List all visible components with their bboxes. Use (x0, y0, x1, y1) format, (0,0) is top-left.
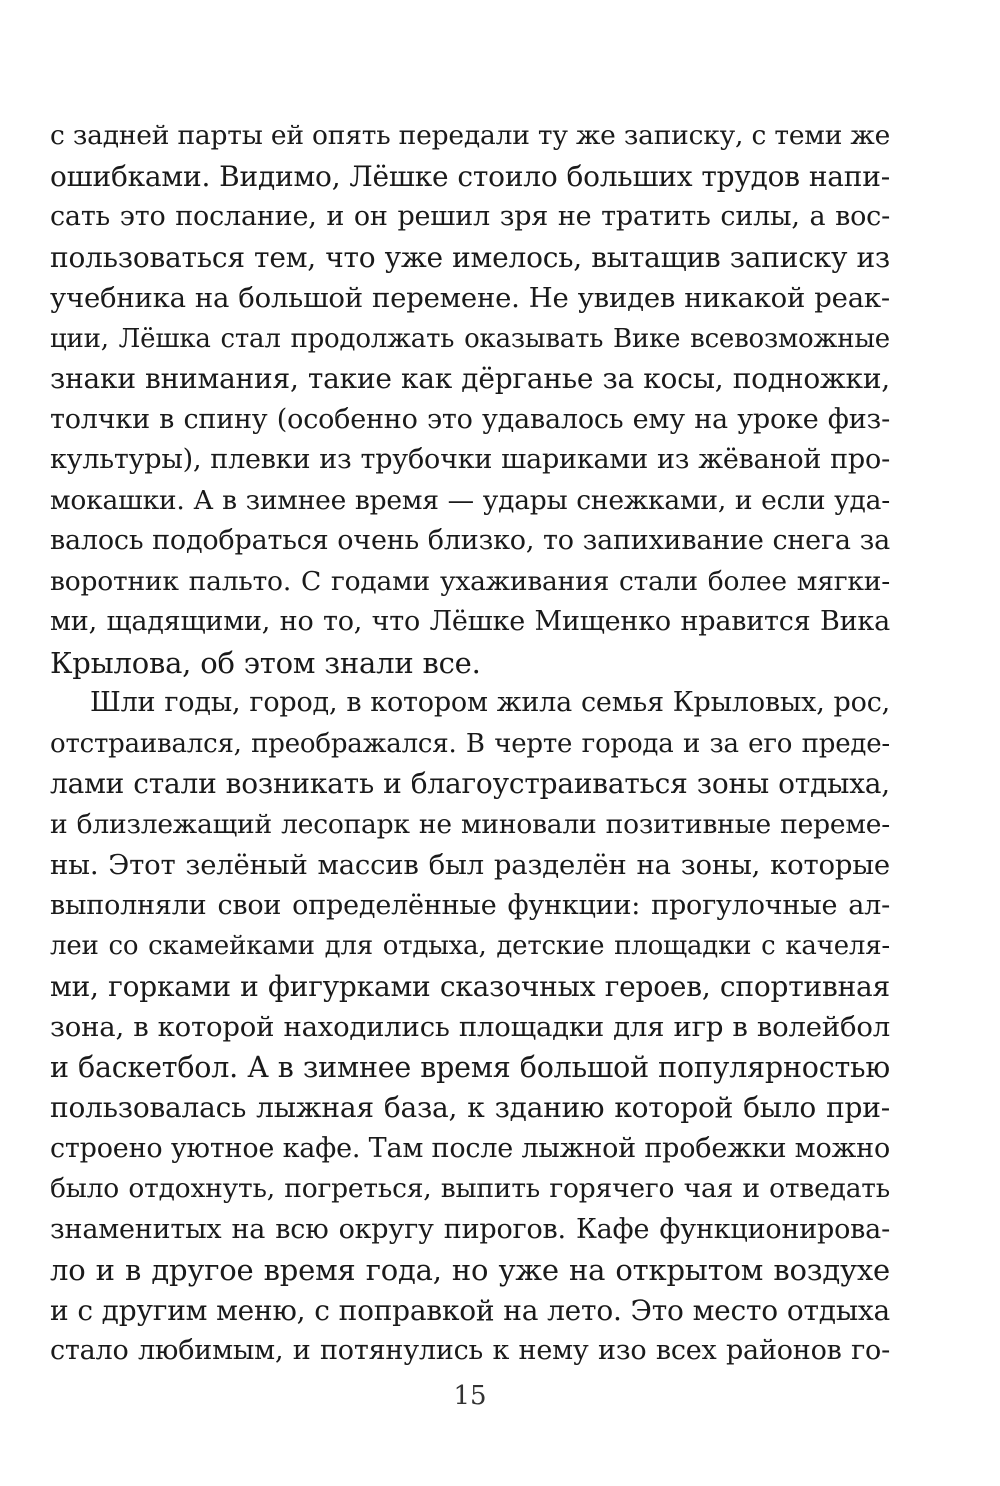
text-line: толчки в спину (особенно это удавалось ему на уроке физ- (50, 403, 890, 435)
paragraph-2 (50, 683, 890, 1372)
text-line: леи со скамейками для отдыха, детские площадки с качеля- (50, 931, 890, 961)
text-line: ми, горками и фигурками сказочных героев, спортивная (50, 969, 890, 1003)
text-line: ошибками. Видимо, Лёшке стоило больших трудов напи- (50, 159, 890, 193)
text-line: сать это послание, и он решил зря не тратить силы, а вос- (50, 201, 890, 232)
text-line: и баскетбол. А в зимнее время большой популярностью (50, 1050, 890, 1084)
text-line: стало любимым, и потянулись к нему изо всех районов го- (50, 1335, 890, 1366)
text-line: воротник пальто. С годами ухаживания стали более мягки- (50, 565, 890, 597)
text-line: ло и в другое время года, но уже на открытом воздухе (50, 1253, 890, 1287)
text-line: мокашки. А в зимнее время — удары снежками, и если уда- (50, 484, 890, 516)
text-line: лами стали возникать и благоустраиваться зоны отдыха, (50, 767, 890, 800)
text-line: пользоваться тем, что уже имелось, вытащив записку из (50, 240, 890, 274)
text-line: Шли годы, город, в котором жила семья Крыловых, рос, (90, 687, 890, 718)
text-line: культуры), плевки из трубочки шариками из жёваной про- (50, 444, 890, 475)
text-line: валось подобраться очень близко, то запихивание снега за (50, 525, 890, 556)
text-line: ми, щадящими, но то, что Лёшке Мищенко нравится Вика (50, 606, 890, 637)
page-number: 15 (453, 1381, 487, 1411)
text-line: учебника на большой перемене. Не увидев никакой реак- (50, 282, 890, 314)
text-line: и близлежащий лесопарк не миновали позитивные переме- (50, 808, 890, 840)
text-line: строено уютное кафе. Там после лыжной пробежки можно (50, 1132, 890, 1164)
text-line: Крылова, об этом знали все. (50, 645, 481, 680)
text-line: пользовалась лыжная база, к зданию которой было при- (50, 1091, 890, 1124)
paragraph-1 (50, 116, 890, 683)
text-line: ны. Этот зелёный массив был разделён на зоны, которые (50, 849, 890, 881)
text-line: выполняли свои определённые функции: прогулочные ал- (50, 889, 890, 921)
text-line: зона, в которой находились площадки для игр в волейбол (50, 1011, 890, 1043)
text-line: ции, Лёшка стал продолжать оказывать Вике всевозможные (50, 323, 890, 354)
text-line: знаки внимания, такие как дёрганье за косы, подножки, (50, 362, 890, 395)
text-line: было отдохнуть, погреться, выпить горячего чая и отведать (50, 1173, 890, 1204)
text-line: знаменитых на всю округу пирогов. Кафе функционирова- (50, 1213, 890, 1245)
book-page-text (50, 116, 890, 1372)
text-line: отстраивался, преображался. В черте города и за его преде- (50, 728, 890, 759)
text-line: и с другим меню, с поправкой на лето. Это место отдыха (50, 1293, 890, 1327)
text-line: с задней парты ей опять передали ту же записку, с теми же (50, 120, 891, 151)
